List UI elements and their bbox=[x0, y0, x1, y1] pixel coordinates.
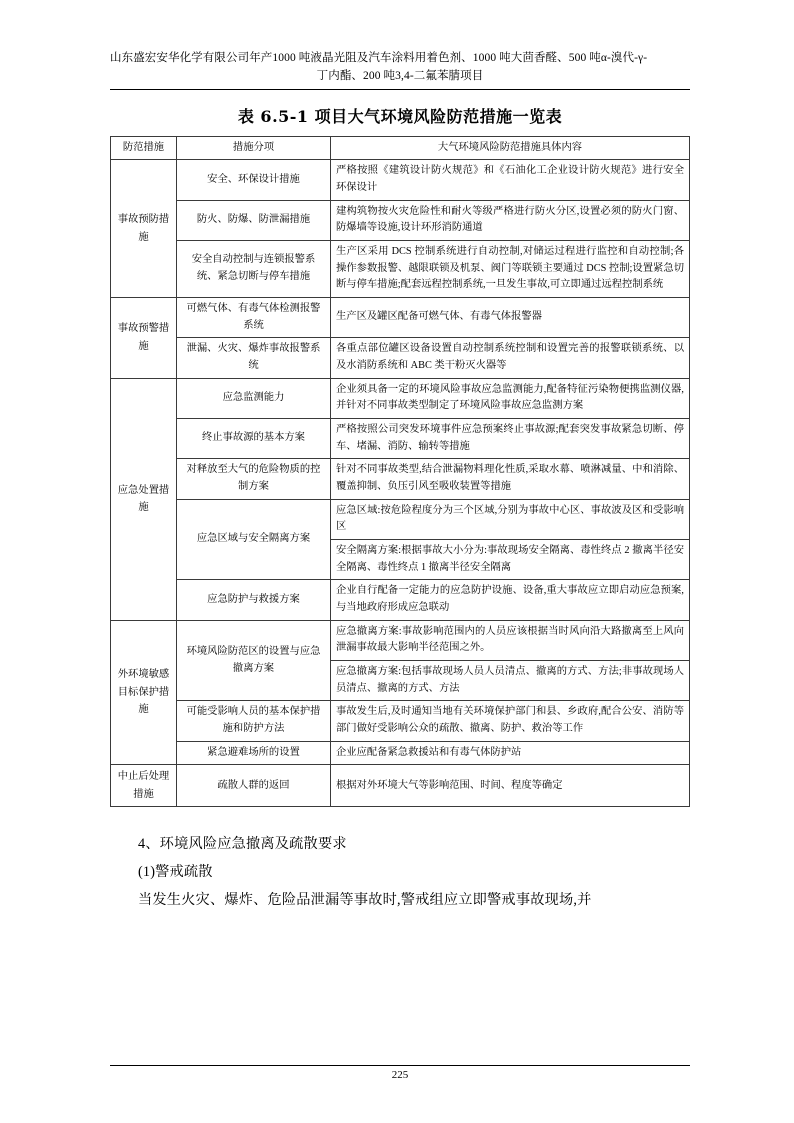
cell-subitem: 泄漏、火灾、爆炸事故报警系统 bbox=[177, 338, 331, 378]
cell-content: 根据对外环境大气等影响范围、时间、程度等确定 bbox=[331, 765, 690, 807]
cell-subitem: 对释放至大气的危险物质的控制方案 bbox=[177, 459, 331, 499]
cell-subitem: 应急防护与救援方案 bbox=[177, 580, 331, 620]
footer-divider bbox=[110, 1065, 690, 1066]
cell-category: 事故预警措施 bbox=[111, 298, 177, 379]
cell-content: 事故发生后,及时通知当地有关环境保护部门和县、乡政府,配合公安、消防等部门做好受影响公众的疏散、撤离、防护、救治等工作 bbox=[331, 701, 690, 741]
cell-category: 事故预防措施 bbox=[111, 160, 177, 298]
table-row bbox=[111, 499, 690, 539]
cell-content: 应急区域:按危险程度分为三个区域,分别为事故中心区、事故波及区和受影响区 bbox=[331, 499, 690, 539]
cell-content: 企业须具备一定的环境风险事故应急监测能力,配备特征污染物便携监测仪器,并针对不同事故类型制定了环境风险事故应急监测方案 bbox=[331, 378, 690, 418]
cell-category: 中止后处理措施 bbox=[111, 765, 177, 807]
header-divider bbox=[110, 89, 690, 90]
cell-subitem: 应急监测能力 bbox=[177, 378, 331, 418]
cell-category: 应急处置措施 bbox=[111, 378, 177, 620]
body-section bbox=[110, 831, 690, 914]
table-header-row bbox=[111, 136, 690, 160]
table-row bbox=[111, 298, 690, 338]
cell-content: 企业应配备紧急救援站和有毒气体防护站 bbox=[331, 741, 690, 765]
cell-subitem: 终止事故源的基本方案 bbox=[177, 419, 331, 459]
running-header bbox=[110, 50, 690, 86]
section-heading: 4、环境风险应急撤离及疏散要求 bbox=[138, 836, 347, 853]
cell-subitem: 可燃气体、有毒气体检测报警系统 bbox=[177, 298, 331, 338]
cell-content: 严格按照《建筑设计防火规范》和《石油化工企业设计防火规范》进行安全环保设计 bbox=[331, 160, 690, 200]
running-header-line-2: 丁内酯、200 吨3,4-二氟苯腈项目 bbox=[316, 69, 484, 82]
cell-content: 应急撤离方案:事故影响范围内的人员应该根据当时风向沿大路撤离至上风向泄漏事故最大影响半径范围之外。 bbox=[331, 620, 690, 660]
page-footer bbox=[110, 1065, 690, 1081]
cell-subitem: 疏散人群的返回 bbox=[177, 765, 331, 807]
cell-subitem: 应急区域与安全隔离方案 bbox=[177, 499, 331, 580]
cell-content: 各重点部位罐区设备设置自动控制系统控制和设置完善的报警联锁系统、以及水消防系统和 ABC 类干粉灭火器等 bbox=[331, 338, 690, 378]
cell-content: 严格按照公司突发环境事件应急预案终止事故源;配套突发事故紧急切断、停车、堵漏、消防、输转等措施 bbox=[331, 419, 690, 459]
table-row bbox=[111, 765, 690, 807]
table-row bbox=[111, 338, 690, 378]
cell-content: 生产区采用 DCS 控制系统进行自动控制,对储运过程进行监控和自动控制;各操作参数报警、越限联锁及机泵、阀门等联锁主要通过 DCS 控制;设置紧急切断与停车措施;配套远程控制系统,一旦发生事故,可立即通过远程控制系统 bbox=[331, 240, 690, 297]
cell-content: 安全隔离方案:根据事故大小分为:事故现场安全隔离、毒性终点 2 撤离半径安全隔离、毒性终点 1 撤离半径安全隔离 bbox=[331, 540, 690, 580]
cell-content: 应急撤离方案:包括事故现场人员人员清点、撤离的方式、方法;非事故现场人员清点、撤离的方式、方法 bbox=[331, 661, 690, 701]
table-row bbox=[111, 701, 690, 741]
cell-content: 针对不同事故类型,结合泄漏物料理化性质,采取水幕、喷淋减量、中和消除、覆盖抑制、负压引风至吸收装置等措施 bbox=[331, 459, 690, 499]
table-row bbox=[111, 620, 690, 660]
cell-subitem: 紧急避难场所的设置 bbox=[177, 741, 331, 765]
column-header-subitem: 措施分项 bbox=[177, 136, 331, 160]
table-row bbox=[111, 240, 690, 297]
table-row bbox=[111, 580, 690, 620]
cell-subitem: 可能受影响人员的基本保护措施和防护方法 bbox=[177, 701, 331, 741]
table-head bbox=[111, 136, 690, 160]
table-row bbox=[111, 741, 690, 765]
table-body bbox=[111, 160, 690, 807]
column-header-category: 防范措施 bbox=[111, 136, 177, 160]
table-caption: 表 6.5-1 项目大气环境风险防范措施一览表 bbox=[237, 106, 563, 126]
table-row bbox=[111, 419, 690, 459]
table-row bbox=[111, 200, 690, 240]
table-row bbox=[111, 160, 690, 200]
page-number: 225 bbox=[391, 1069, 409, 1081]
cell-subitem: 防火、防爆、防泄漏措施 bbox=[177, 200, 331, 240]
cell-content: 企业自行配备一定能力的应急防护设施、设备,重大事故应立即启动应急预案,与当地政府形成应急联动 bbox=[331, 580, 690, 620]
cell-subitem: 环境风险防范区的设置与应急撤离方案 bbox=[177, 620, 331, 701]
section-subheading: (1)警戒疏散 bbox=[138, 864, 213, 881]
air-environment-risk-prevention-table bbox=[110, 136, 690, 808]
cell-content: 生产区及罐区配备可燃气体、有毒气体报警器 bbox=[331, 298, 690, 338]
table-row bbox=[111, 459, 690, 499]
column-header-content: 大气环境风险防范措施具体内容 bbox=[331, 136, 690, 160]
table-row bbox=[111, 378, 690, 418]
cell-category: 外环境敏感目标保护措施 bbox=[111, 620, 177, 765]
running-header-line-1: 山东盛宏安华化学有限公司年产1000 吨液晶光阻及汽车涂料用着色剂、1000 吨大茴香醛、500 吨α-溴代-γ- bbox=[110, 52, 648, 64]
cell-content: 建构筑物按火灾危险性和耐火等级严格进行防火分区,设置必须的防火门窗、防爆墙等设施,设计环形消防通道 bbox=[331, 200, 690, 240]
cell-subitem: 安全自动控制与连锁报警系统、紧急切断与停车措施 bbox=[177, 240, 331, 297]
cell-subitem: 安全、环保设计措施 bbox=[177, 160, 331, 200]
section-paragraph: 当发生火灾、爆炸、危险品泄漏等事故时,警戒组应立即警戒事故现场,并 bbox=[138, 891, 592, 908]
